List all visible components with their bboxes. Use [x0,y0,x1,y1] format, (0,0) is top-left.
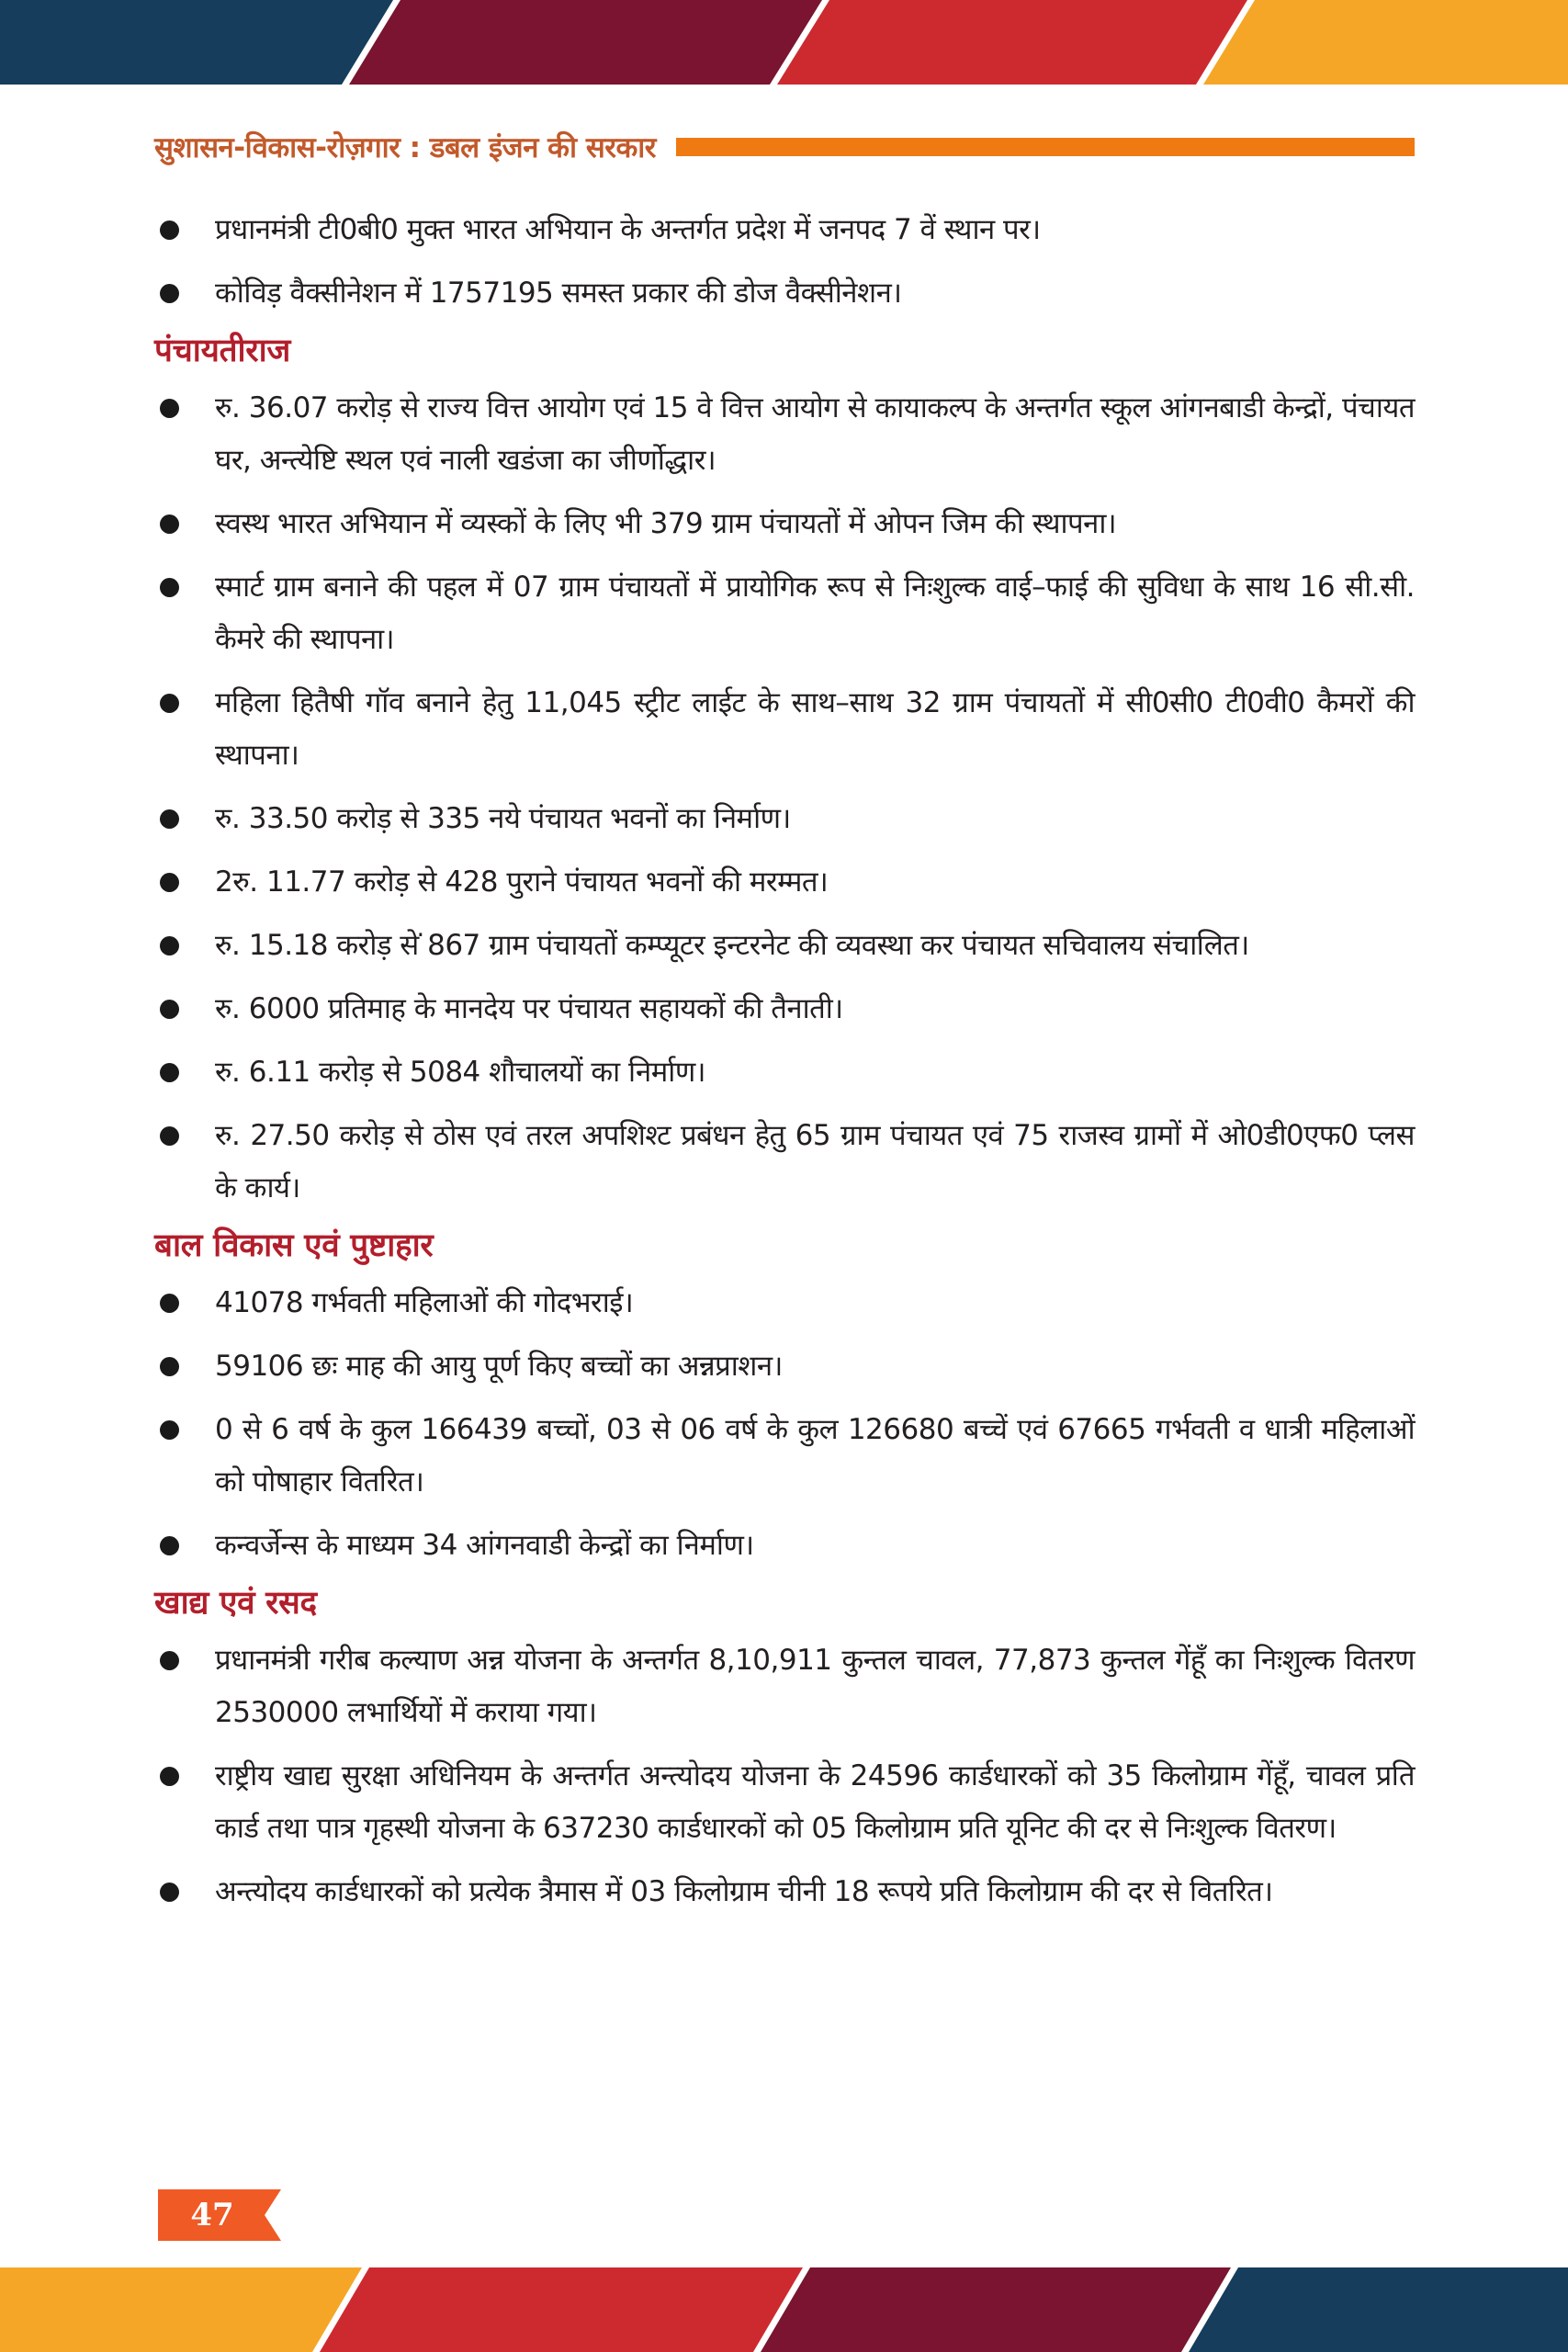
bullet-list [154,204,1415,320]
list-item-text: रु. 15.18 करोड़ से ̇867 ग्राम पंचायतों कम्प्यूटर इन्टरनेट की व्यवस्था कर पंचायत सचिवालय संचालित। [215,929,1249,962]
list-item-text: कोविड़ वैक्सीनेशन में 1757195 समस्त प्रकार की डोज वैक्सीनेशन। [215,277,902,310]
list-item [154,856,1415,909]
bullet-icon [160,1536,179,1555]
list-item [154,983,1415,1035]
bullet-list [154,1634,1415,1918]
list-item [154,498,1415,550]
bullet-icon [160,873,179,892]
bullet-icon [160,1651,179,1670]
bullet-icon [160,514,179,534]
list-item-text: प्रधानमंत्री टी0बी0 मुक्त भारत अभियान के अन्तर्गत प्रदेश में जनपद 7 वें स्थान पर। [215,213,1041,246]
list-item [154,561,1415,666]
list-item-text: राष्ट्रीय खाद्य सुरक्षा अधिनियम के अन्तर्गत अन्त्योदय योजना के 24596 कार्डधारकों को 35 किलोग्राम गेंहूँ, चावल प्रति कार्ड तथा पात्र गृहस्थी योजना के 637230 कार्डधारकों को 05 किलोग्राम प्रति यूनिट की दर से निःशुल्क वितरण। [215,1759,1415,1845]
list-item [154,793,1415,845]
page-content [154,204,1415,1929]
running-header [154,127,1415,167]
header-rule [676,138,1415,156]
list-item [154,1277,1415,1329]
page-number: 47 [190,2197,234,2233]
bottom-decorative-band [0,2267,1568,2352]
list-item [154,1046,1415,1099]
list-item-text: 0 से 6 वर्ष के कुल 166439 बच्चों, 03 से 06 वर्ष के कुल 126680 बच्चें एवं 67665 गर्भवती व धात्री महिलाओं को पोषाहार वितरित। [215,1413,1415,1498]
list-item-text: स्वस्थ भारत अभियान में व्यस्कों के लिए भी 379 ग्राम पंचायतों में ओपन जिम की स्थापना। [215,507,1117,540]
band-red-stripe [320,2267,803,2352]
section-heading: पंचायतीराज [154,332,291,369]
list-item [154,382,1415,487]
list-item-text: स्मार्ट ग्राम बनाने की पहल में 07 ग्राम पंचायतों में प्रायोगिक रूप से निःशुल्क वाई–फाई की सुविधा के साथ 16 सी.सी. कैमरे की स्थापना। [215,571,1415,656]
bullet-icon [160,809,179,829]
section [154,331,1415,1215]
list-item-text: 2रु. 11.77 करोड़ से 428 पुराने पंचायत भवनों की मरम्मत। [215,865,829,899]
list-item-text: रु. 6.11 करोड़ से 5084 शौचालयों का निर्माण। [215,1056,705,1089]
list-item-text: अन्त्योदय कार्डधारकों को प्रत्येक त्रैमास में 03 किलोग्राम चीनी 18 रूपये प्रति किलोग्राम की दर से वितरित। [215,1875,1273,1908]
bullet-icon [160,284,179,303]
bullet-icon [160,1767,179,1786]
band-maroon-stripe [761,2267,1231,2352]
list-item-text: 41078 गर्भवती महिलाओं की गोदभराई। [215,1286,634,1319]
band-navy-stripe [0,0,393,85]
list-item [154,204,1415,256]
section [154,1226,1415,1572]
bullet-icon [160,694,179,713]
bullet-icon [160,578,179,597]
bullet-list [154,382,1415,1215]
list-item [154,1750,1415,1855]
list-item [154,920,1415,972]
bullet-icon [160,399,179,418]
bullet-icon [160,1063,179,1082]
list-item [154,1866,1415,1918]
section-heading: खाद्य एवं रसद [154,1584,317,1622]
list-item [154,677,1415,782]
bullet-icon [160,1126,179,1146]
band-amber-stripe [1203,0,1568,85]
band-navy-stripe [1189,2267,1568,2352]
bullet-icon [160,1294,179,1313]
list-item [154,1340,1415,1393]
list-item-text: 59106 छः माह की आयु पूर्ण किए बच्चों का अन्नप्राशन। [215,1350,783,1383]
top-decorative-band [0,0,1568,85]
list-item-text: रु. 33.50 करोड़ से 335 नये पंचायत भवनों का निर्माण। [215,802,791,835]
band-red-stripe [777,0,1247,85]
list-item [154,1520,1415,1572]
band-maroon-stripe [349,0,822,85]
section [154,204,1415,320]
section-heading: बाल विकास एवं पुष्टाहार [154,1227,434,1264]
list-item-text: प्रधानमंत्री गरीब कल्याण अन्न योजना के अन्तर्गत 8,10,911 कुन्तल चावल, 77,873 कुन्तल गेंहूँ का निःशुल्क वितरण 2530000 लभार्थियों में कराया गया। [215,1644,1415,1729]
bullet-list [154,1277,1415,1572]
bullet-icon [160,1357,179,1376]
bullet-icon [160,220,179,240]
section [154,1583,1415,1918]
list-item [154,1634,1415,1739]
band-amber-stripe [0,2267,362,2352]
page-number-badge [158,2189,281,2241]
bullet-icon [160,1000,179,1019]
list-item [154,1404,1415,1509]
list-item-text: रु. 6000 प्रतिमाह के मानदेय पर पंचायत सहायकों की तैनाती। [215,992,843,1025]
bullet-icon [160,936,179,956]
list-item-text: कन्वर्जेन्स के माध्यम 34 आंगनवाडी केन्द्रों का निर्माण। [215,1529,754,1562]
bullet-icon [160,1420,179,1440]
list-item [154,267,1415,320]
list-item-text: रु. 27.50 करोड़ से ठोस एवं तरल अपशिश्ट प्रबंधन हेतु 65 ग्राम पंचायत एवं 75 राजस्व ग्रामों में ओ0डी0एफ0 प्लस के कार्य। [215,1119,1415,1204]
list-item [154,1110,1415,1215]
bullet-icon [160,1883,179,1902]
list-item-text: महिला हितैषी गॉव बनाने हेतु 11,045 स्ट्रीट लाईट के साथ–साथ 32 ग्राम पंचायतों में सी0सी0 टी0वी0 कैमरों की स्थापना। [215,686,1415,772]
header-title: सुशासन-विकास-रोज़गार : डबल इंजन की सरकार [154,131,656,164]
list-item-text: रु. 36.07 करोड़ से राज्य वित्त आयोग एवं 15 वे वित्त आयोग से कायाकल्प के अन्तर्गत स्कूल आंगनबाडी केन्द्रों, पंचायत घर, अन्त्येष्टि स्थल एवं नाली खडंजा का जीर्णोद्धार। [215,391,1415,477]
